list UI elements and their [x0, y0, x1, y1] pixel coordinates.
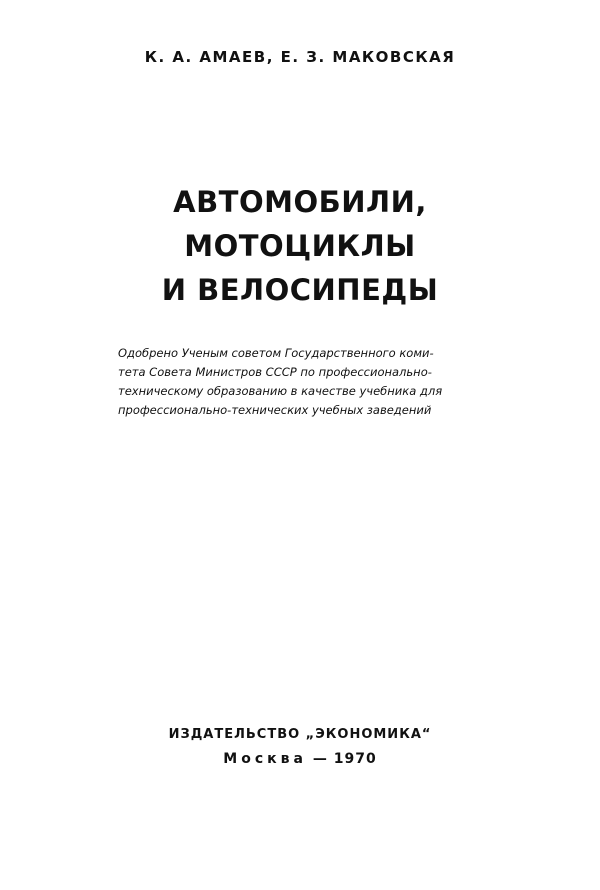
- authors: К. А. АМАЕВ, Е. З. МАКОВСКАЯ: [144, 48, 456, 66]
- book-title: [0, 180, 600, 312]
- book-title-line-1: АВТОМОБИЛИ,: [173, 185, 427, 219]
- imprint-city: Москва: [223, 751, 307, 767]
- approval-note: [118, 344, 488, 420]
- approval-line-2: тета Совета Министров СССР по профессионально-: [118, 365, 432, 379]
- imprint-separator: —: [312, 751, 328, 767]
- book-title-line-2: МОТОЦИКЛЫ: [184, 229, 416, 263]
- imprint: [0, 751, 600, 767]
- publisher: ИЗДАТЕЛЬСТВО „ЭКОНОМИКА“: [168, 727, 432, 742]
- book-title-line-3: И ВЕЛОСИПЕДЫ: [161, 273, 439, 307]
- approval-line-3: техническому образованию в качестве учебника для: [118, 384, 443, 398]
- approval-line-1: Одобрено Ученым советом Государственного коми-: [118, 346, 434, 360]
- imprint-year: 1970: [333, 751, 377, 767]
- approval-line-4: профессионально-технических учебных заведений: [118, 403, 432, 417]
